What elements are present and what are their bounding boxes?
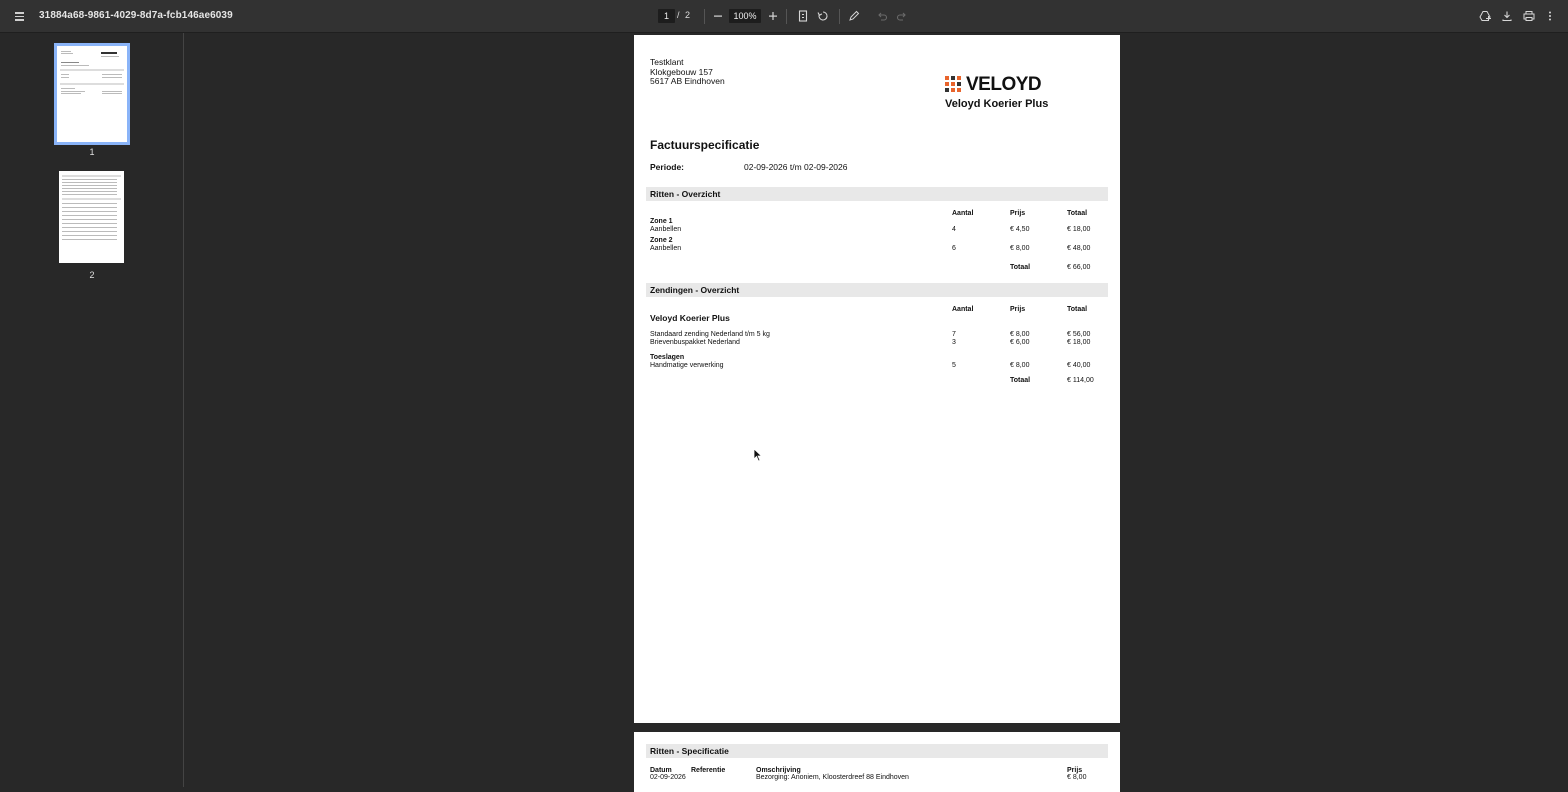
toolbar-divider — [839, 9, 840, 24]
row-desc: Brievenbuspakket Nederland — [650, 339, 740, 346]
section-header — [646, 283, 1108, 297]
more-vert-icon — [1544, 10, 1556, 22]
column-header: Prijs — [1010, 306, 1026, 313]
column-header: Referentie — [691, 767, 726, 774]
logo-grid-icon — [945, 76, 961, 92]
download-button[interactable] — [1498, 8, 1515, 25]
row-desc: Standaard zending Nederland t/m 5 kg — [650, 331, 770, 338]
rotate-icon — [817, 10, 829, 22]
toolbar-divider — [786, 9, 787, 24]
row-desc: Aanbellen — [650, 245, 682, 252]
total-value: € 66,00 — [1067, 264, 1091, 271]
periode-label: Periode: — [650, 162, 685, 172]
column-header: Totaal — [1067, 210, 1088, 217]
total-pages: 2 — [685, 10, 691, 20]
pdf-page-2 — [634, 732, 1120, 792]
minus-icon — [713, 10, 723, 22]
periode-value: 02-09-2026 t/m 02-09-2026 — [744, 162, 848, 172]
toolbar-divider — [704, 9, 705, 24]
logo-text: VELOYD — [966, 74, 1042, 95]
group-heading: Veloyd Koerier Plus — [650, 313, 730, 323]
row-aantal: 7 — [952, 331, 956, 338]
undo-icon — [876, 10, 888, 22]
pdf-toolbar — [0, 0, 1568, 33]
printer-icon — [1523, 10, 1535, 22]
row-totaal: € 56,00 — [1067, 331, 1091, 338]
page-thumbnail-1[interactable] — [57, 46, 127, 142]
section-header — [646, 187, 1108, 201]
column-header: Omschrijving — [756, 767, 801, 774]
redo-button[interactable] — [893, 8, 910, 25]
menu-icon[interactable] — [10, 6, 30, 26]
row-aantal: 5 — [952, 362, 956, 369]
column-header: Datum — [650, 767, 672, 774]
section-header — [646, 744, 1108, 758]
row-prijs: € 8,00 — [1010, 362, 1030, 369]
address-line: Klokgebouw 157 — [650, 66, 713, 77]
column-header: Totaal — [1067, 306, 1088, 313]
total-label: Totaal — [1010, 377, 1031, 384]
add-to-drive-button[interactable] — [1476, 8, 1493, 25]
undo-button[interactable] — [873, 8, 890, 25]
fit-page-icon — [798, 10, 808, 22]
customer-address — [650, 58, 725, 87]
row-totaal: € 48,00 — [1067, 245, 1091, 252]
print-button[interactable] — [1520, 8, 1537, 25]
section-title: Ritten - Specificatie — [650, 746, 729, 756]
drive-add-icon — [1479, 10, 1491, 22]
page-thumbnail-2[interactable] — [59, 171, 124, 263]
row-prijs: € 8,00 — [1010, 245, 1030, 252]
row-totaal: € 40,00 — [1067, 362, 1091, 369]
zone-label: Zone 2 — [650, 237, 673, 244]
address-line: Testklant — [650, 57, 684, 67]
total-value: € 114,00 — [1067, 377, 1094, 384]
pdf-page-1 — [634, 35, 1120, 723]
address-line: 5617 AB Eindhoven — [650, 76, 725, 87]
row-datum: 02-09-2026 — [650, 774, 686, 781]
zone-label: Zone 1 — [650, 218, 673, 225]
row-omschrijving: Bezorging: Anoniem, Kloosterdreef 88 Eindhoven — [756, 774, 909, 781]
total-label: Totaal — [1010, 264, 1031, 271]
veloyd-logo — [945, 76, 1065, 116]
page-number-input[interactable]: 1 — [658, 9, 675, 23]
fit-page-button[interactable] — [794, 8, 811, 25]
zoom-out-button[interactable] — [709, 8, 726, 25]
thumbnail-sidebar — [0, 33, 184, 787]
thumbnail-label: 2 — [89, 270, 95, 280]
column-header: Prijs — [1067, 767, 1083, 774]
row-prijs: € 6,00 — [1010, 339, 1030, 346]
row-aantal: 4 — [952, 226, 956, 233]
plus-icon — [768, 10, 778, 22]
section-title: Zendingen - Overzicht — [650, 285, 740, 295]
thumbnail-label: 1 — [89, 147, 95, 157]
row-totaal: € 18,00 — [1067, 339, 1091, 346]
column-header: Aantal — [952, 210, 974, 217]
row-prijs: € 8,00 — [1067, 774, 1087, 781]
page-heading: Factuurspecificatie — [650, 138, 760, 152]
logo-subtitle: Veloyd Koerier Plus — [945, 98, 1049, 110]
row-totaal: € 18,00 — [1067, 226, 1091, 233]
column-header: Aantal — [952, 306, 974, 313]
rotate-button[interactable] — [814, 8, 831, 25]
redo-icon — [896, 10, 908, 22]
document-viewer[interactable] — [185, 33, 1568, 787]
mouse-cursor-icon — [753, 448, 763, 462]
section-title: Ritten - Overzicht — [650, 189, 721, 199]
row-desc: Aanbellen — [650, 226, 682, 233]
row-prijs: € 4,50 — [1010, 226, 1030, 233]
zoom-in-button[interactable] — [764, 8, 781, 25]
annotate-button[interactable] — [845, 8, 862, 25]
pen-icon — [848, 10, 860, 22]
document-title: 31884a68-9861-4029-8d7a-fcb146ae6039 — [39, 10, 233, 21]
zoom-input[interactable]: 100% — [729, 9, 761, 23]
more-options-button[interactable] — [1541, 8, 1558, 25]
column-header: Prijs — [1010, 210, 1026, 217]
row-aantal: 3 — [952, 339, 956, 346]
page-separator: / — [677, 10, 680, 20]
row-aantal: 6 — [952, 245, 956, 252]
row-desc: Handmatige verwerking — [650, 362, 724, 369]
download-icon — [1501, 10, 1513, 22]
row-prijs: € 8,00 — [1010, 331, 1030, 338]
toeslagen-label: Toeslagen — [650, 354, 685, 361]
